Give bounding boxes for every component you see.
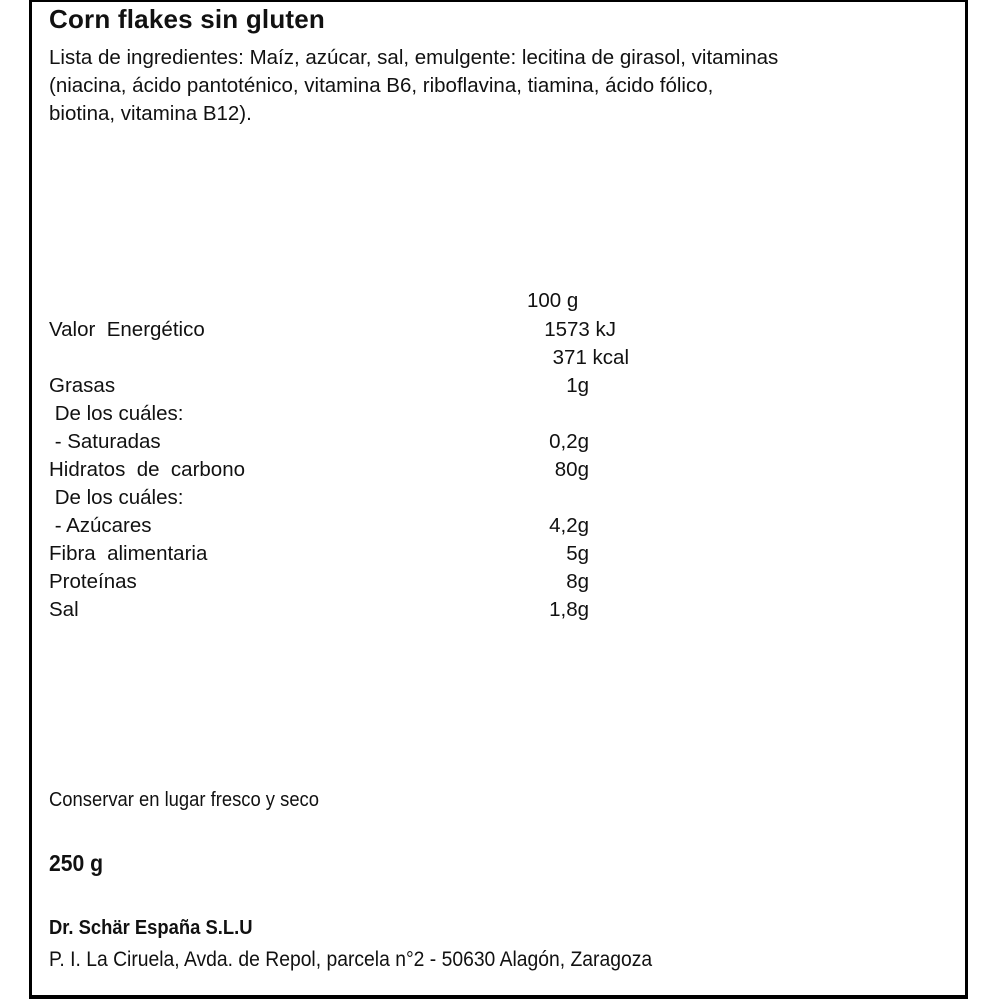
ingredients-line-1: Lista de ingredientes: Maíz, azúcar, sal, emulgente: lecitina de girasol, vitaminas <box>49 46 779 69</box>
nutrition-name: Grasas <box>49 374 116 397</box>
nutrition-per-header: 100 g <box>527 289 579 312</box>
nutrition-value: 1573 kJ <box>544 318 616 341</box>
nutrition-row-of-which <box>49 402 609 430</box>
manufacturer-name: Dr. Schär España S.L.U <box>49 917 253 939</box>
nutrition-name: Hidratos de carbono <box>49 458 246 481</box>
nutrition-name: De los cuáles: <box>49 402 184 425</box>
nutrition-row-carbohydrates <box>49 458 609 486</box>
nutrition-name: Sal <box>49 598 79 621</box>
storage-instructions: Conservar en lugar fresco y seco <box>49 789 319 811</box>
net-weight: 250 g <box>49 850 104 876</box>
nutrition-name: - Saturadas <box>49 430 161 453</box>
nutrition-name: Valor Energético <box>49 318 205 341</box>
nutrition-name: - Azúcares <box>49 514 152 537</box>
nutrition-value: 1g <box>566 374 589 397</box>
nutrition-value: 0,2g <box>549 430 589 453</box>
nutrition-value: 1,8g <box>549 598 589 621</box>
nutrition-row-of-which <box>49 486 609 514</box>
nutrition-value: 80g <box>554 458 589 481</box>
nutrition-value: 8g <box>566 570 589 593</box>
nutrition-row-fat <box>49 374 609 402</box>
nutrition-name: Proteínas <box>49 570 137 593</box>
nutrition-row-energy-kj <box>49 318 616 346</box>
nutrition-row-fibre <box>49 542 609 570</box>
product-label <box>29 0 968 999</box>
nutrition-row-saturated <box>49 430 609 458</box>
nutrition-value: 5g <box>566 542 589 565</box>
nutrition-value: 371 kcal <box>552 346 629 369</box>
ingredients-line-3: biotina, vitamina B12). <box>49 102 252 125</box>
nutrition-row-salt <box>49 598 609 626</box>
nutrition-name: Fibra alimentaria <box>49 542 208 565</box>
product-title: Corn flakes sin gluten <box>49 4 326 34</box>
manufacturer-address: P. I. La Ciruela, Avda. de Repol, parcela n°2 - 50630 Alagón, Zaragoza <box>49 948 653 971</box>
nutrition-row-energy-kcal <box>49 346 629 374</box>
nutrition-row-protein <box>49 570 609 598</box>
ingredients-line-2: (niacina, ácido pantoténico, vitamina B6, riboflavina, tiamina, ácido fólico, <box>49 74 714 97</box>
nutrition-name: De los cuáles: <box>49 486 184 509</box>
nutrition-value: 4,2g <box>549 514 589 537</box>
nutrition-row-sugars <box>49 514 609 542</box>
ingredients-list <box>49 44 929 128</box>
